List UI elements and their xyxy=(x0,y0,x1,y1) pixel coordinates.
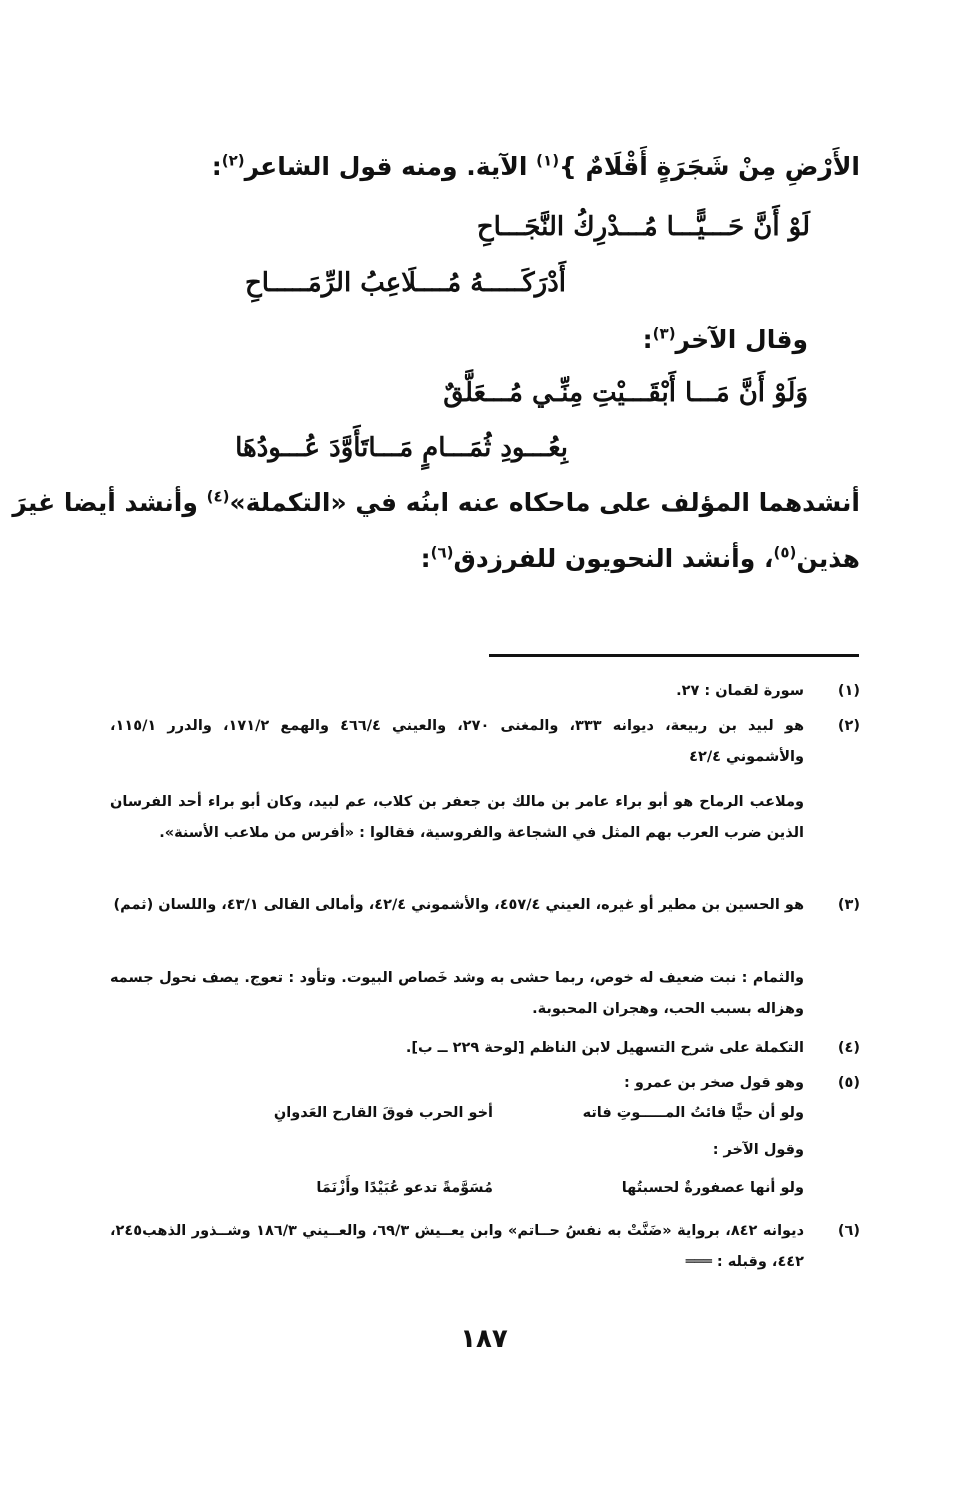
footnote-text: هو الحسين بن مطير أو غيره، العيني ٤٥٧/٤، والأشموني ٤٢/٤، وأمالى القالى ٤٣/١، واللسان (ثمم) xyxy=(113,897,804,913)
footnote-5-poem-1b: أخو الحرب فوقَ القارح العَدوانِ xyxy=(273,1105,493,1121)
footnote-5 xyxy=(110,1068,860,1099)
footnote-ref: (١) xyxy=(536,151,560,170)
text-span: وقال الآخر xyxy=(675,325,808,354)
footnote-text: سورة لقمان : ٢٧. xyxy=(676,683,804,699)
text-span: : xyxy=(642,325,653,354)
quran-verse-fragment: الأَرْضِ مِنْ شَجَرَةٍ أَقْلَامٌ } xyxy=(559,152,860,181)
footnote-ref: (٤) xyxy=(206,487,230,506)
text-span: ، وأنشد النحويون للفرزدق xyxy=(453,544,774,573)
footnote-ref: (٥) xyxy=(773,543,797,562)
footnote-text: هو لبيد بن ربيعة، ديوانه ٣٣٣، والمغنى ٢٧٠، والعيني ٤٦٦/٤ والهمع ١٧١/٢، والدرر ١١٥/١، والأشموني ٤٢/٤ xyxy=(110,718,804,765)
footnote-ref: (٢) xyxy=(221,151,245,170)
verse-1-hemistich-b: أَدْرَكَـــــهُ مُــــلَاعِبُ الرِّمَـــــاحِ xyxy=(244,268,566,298)
verse-2-intro xyxy=(643,325,808,354)
footnote-5-poem-2b: مُسَوَّمةً تدعو عُبَيْدًا وأَزْنَمَا xyxy=(316,1180,493,1196)
footnote-1 xyxy=(110,676,860,707)
footnote-number: (١) xyxy=(837,683,860,699)
footnote-separator xyxy=(489,654,859,657)
footnote-2 xyxy=(110,711,860,773)
page-number: ١٨٧ xyxy=(460,1324,508,1354)
verse-2-hemistich-a: وَلَوْ أَنَّ مَـــا أَبْقَـــيْتِ مِنِّـي مُـــعَلَّقٌ xyxy=(443,378,808,408)
footnote-number: (٤) xyxy=(837,1040,860,1056)
footnote-6 xyxy=(110,1216,860,1278)
footnote-ref: (٦) xyxy=(430,543,454,562)
text-span: الآية. ومنه قول الشاعر xyxy=(244,152,537,181)
footnote-3-continuation: والثمام : نبت ضعيف له خوص، ربما حشى به وشد خَصاص البيوت. وتأود : تعوج. يصف نحول جسمه وهزاله بسبب الحب، وهجران المحبوبة. xyxy=(110,970,804,1017)
text-span: : xyxy=(211,152,222,181)
text-span: هذين xyxy=(796,544,860,573)
text-span: : xyxy=(420,544,431,573)
footnote-number: (٣) xyxy=(837,897,860,913)
verse-1-hemistich-a: لَوْ أَنَّ حَـــيًّـــا مُـــدْرِكُ النَّجَـــاحِ xyxy=(476,212,810,242)
paragraph-line-1 xyxy=(12,488,860,517)
paragraph-line-2 xyxy=(421,544,860,573)
footnote-3 xyxy=(110,890,860,921)
footnote-4 xyxy=(110,1033,860,1064)
text-span: أنشدهما المؤلف على ماحكاه عنه ابنُه في «التكملة» xyxy=(229,488,860,517)
footnote-number: (٦) xyxy=(837,1223,860,1239)
footnote-5-intro-2: وقول الآخر : xyxy=(712,1142,804,1158)
footnote-2-continuation: وملاعب الرماح هو أبو براء عامر بن مالك بن جعفر بن كلاب، عم لبيد، وكان أبو براء أحد الفرسان الذين ضرب العرب بهم المثل في الشجاعة والفروسية، فقالوا : «أفرس من ملاعب الأسنة». xyxy=(110,794,804,841)
footnote-text: وهو قول صخر بن عمرو : xyxy=(624,1075,804,1091)
text-span: وأنشد أيضا غيرَ xyxy=(12,488,207,517)
footnote-number: (٢) xyxy=(837,718,860,734)
footnote-5-poem-1a: ولو أن حيًّا فائتُ المـــــوتِ فاته xyxy=(582,1105,804,1121)
verse-2-hemistich-b: بِعُـــودِ ثُمَـــامٍ مَـــاتَأَوَّدَ عُـــودُهَا xyxy=(235,433,568,463)
footnote-text: التكملة على شرح التسهيل لابن الناظم [لوحة ٢٢٩ ــ ب]. xyxy=(405,1040,804,1056)
main-text-line-1 xyxy=(212,152,860,181)
footnote-5-poem-2a: ولو أنها عصفورةٌ لحسبتُها xyxy=(621,1180,804,1196)
footnote-text: ديوانه ٨٤٢، برواية «ضَنَّتْ به نفسُ حــاتم» وابن يعــيش ٦٩/٣، والعــيني ١٨٦/٣ وشــذور الذهب٢٤٥، ٤٤٢، وقبله : ═══ xyxy=(110,1223,805,1270)
footnote-number: (٥) xyxy=(837,1075,860,1091)
footnote-ref: (٣) xyxy=(652,324,676,343)
